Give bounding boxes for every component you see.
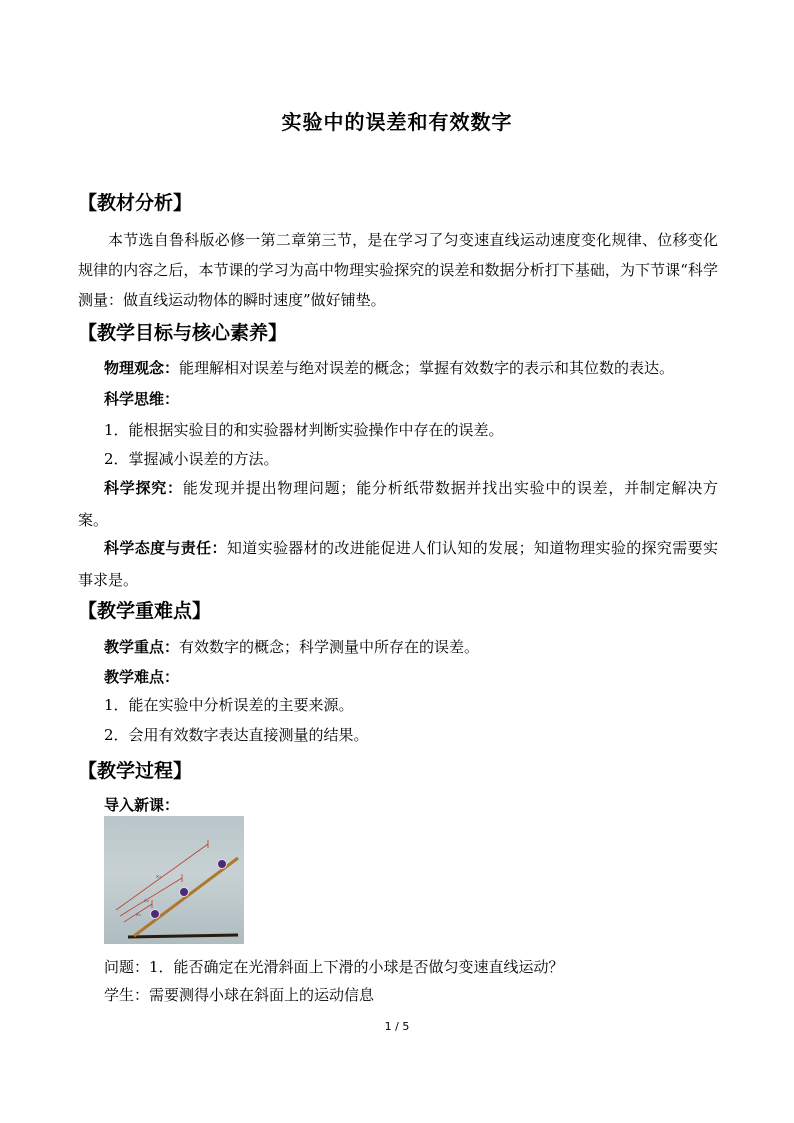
photo-label-x1: x₁ [136,912,141,918]
goal-scientific-inquiry-label: 科学探究： [104,479,183,497]
photo-label-x2: x₂ [144,898,149,904]
goal-scientific-thinking-item-2: 2．掌握减小误差的方法。 [104,450,279,468]
difficulty-label: 教学难点： [104,668,180,686]
goal-scientific-attitude-text: 知道实验器材的改进能促进人们认知的发展；知道物理实验的探究需要实事求是。 [78,539,718,589]
goal-physics-concept-text: 能理解相对误差与绝对误差的概念；掌握有效数字的表示和其位数的表达。 [179,359,675,377]
difficulty-item-2: 2．会用有效数字表达直接测量的结果。 [104,726,369,744]
heading-teaching-goals: 【教学目标与核心素养】 [78,322,288,344]
goal-scientific-inquiry [78,472,718,536]
goal-scientific-attitude [78,532,718,596]
heading-textbook-analysis: 【教材分析】 [78,192,193,214]
textbook-analysis-paragraph: 本节选自鲁科版必修一第二章第三节，是在学习了匀变速直线运动速度变化规律、位移变化规律的内容之后，本节课的学习为高中物理实验探究的误差和数据分析打下基础，为下节课“科学测量：做直线运动物体的瞬时速度”做好铺垫。 [78,231,718,309]
heading-teaching-process: 【教学过程】 [78,760,193,782]
key-point-label: 教学重点： [104,638,180,656]
student-answer-text: 学生：需要测得小球在斜面上的运动信息 [104,986,375,1004]
page-number: 1 / 5 [384,1020,410,1033]
goal-physics-concept [104,353,720,383]
intro-label: 导入新课： [104,796,180,814]
inclined-plane-photo [104,816,244,944]
question-text: 问题：1．能否确定在光滑斜面上下滑的小球是否做匀变速直线运动？ [104,958,564,976]
goal-scientific-thinking-label: 科学思维： [104,390,180,408]
key-point [104,632,720,662]
document-title: 实验中的误差和有效数字 [281,110,513,134]
difficulty-item-1: 1．能在实验中分析误差的主要来源。 [104,696,354,714]
goal-scientific-inquiry-text: 能发现并提出物理问题；能分析纸带数据并找出实验中的误差，并制定解决方案。 [78,479,718,529]
heading-key-points: 【教学重难点】 [78,600,212,622]
goal-physics-concept-label: 物理观念： [104,359,180,377]
goal-scientific-attitude-label: 科学态度与责任： [104,539,227,557]
photo-label-x3: x₃ [156,874,161,880]
key-point-text: 有效数字的概念；科学测量中所存在的误差。 [179,638,480,656]
goal-scientific-thinking-item-1: 1．能根据实验目的和实验器材判断实验操作中存在的误差。 [104,421,504,439]
